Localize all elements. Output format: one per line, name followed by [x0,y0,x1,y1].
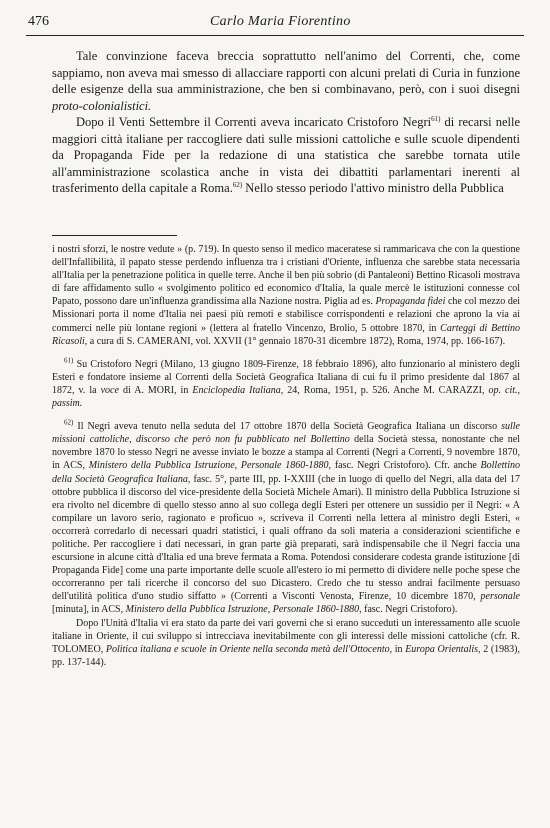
note-italic: Bollettino della Società Geografica Italiana, [52,460,520,485]
note-text: fasc. Negri Cristoforo). [364,604,458,616]
note-text: fasc. Negri Cristoforo). Cfr. anche [334,460,477,472]
paragraph-1-text: Tale convinzione faceva breccia soprattutto nell'animo del Correnti, che, come sappiamo, non aveva mai smesso di allacciare rapporti con alcuni prelati di Curia in funzione delle esigenze della sua amministrazione, che ben si combinavano, però, con i suoi disegni [52,49,520,96]
note-italic: sulle missioni cattoliche, discorso che però non fu pubblicato nel Bollettino [52,421,520,446]
paragraph-2-text-a: Dopo il Venti Settembre il Correnti aveva incaricato Cristoforo Negri [76,115,432,129]
footnote-ref-62: 62) [232,180,243,189]
note-text: di A. MORI, in [122,384,189,396]
note-text: in [394,643,403,655]
footnotes [52,243,520,669]
note-text: della Società stessa, nonostante che nel novembre 1870 lo stesso Negri ne avesse inviato le bozze a stampa al Correnti (Negri a Correnti, 9 novembre 1870, in ACS, [52,434,521,472]
note-italic: Enciclopedia Italiana, [192,384,284,396]
main-text [52,48,520,197]
note-italic: Ministero della Pubblica Istruzione, Personale 1860-1880, [125,604,362,616]
note-text: i nostri sforzi, le nostre vedute » (p. 719). In questo senso il medico maceratese si rammaricava che con la questione dell'Infallibilità, il papato stesse perdendo influenza tra i cristiani d'Oriente, influenza che sarebbe stata necessaria all'Italia per la penetrazione politica in quelle terre. Anche il ben più sobrio (di Pantaleoni) Bettino Ricasoli mostrava di fare affidamento sullo « svolgimento politico ed economico d'Italia, la quale mercè le istituzioni connesse col Papato, possono dare un'influenza grandissima alla Nazione nostra. Piglia ad es. [52,244,520,308]
note-text: Dopo l'Unità d'Italia vi era stato da parte dei vari governi che si erano succeduti un interessamento alle scuole italiane in Oriente, il cui sviluppo si intrecciava inevitabilmente con gli interessi delle missioni cattoliche (cfr. R. TOLOMEO, [52,617,520,655]
note-text: Il Negri aveva tenuto nella seduta del 17 ottobre 1870 della Società Geografica Italiana un discorso [77,421,498,433]
note-text: a cura di S. CAMERANI, vol. XXVII (1° gennaio 1870-31 dicembre 1872), Roma, 1974, pp. 166-167). [89,335,506,347]
note-italic: voce [100,384,119,396]
note-italic: Carteggi di Bettino Ricasoli, [52,322,521,347]
paragraph-2-text-c: Nello stesso periodo l'attivo ministro della Pubblica [245,181,504,195]
page-header [20,14,525,36]
paragraph-1 [52,48,520,114]
note-text: che col mezzo dei Missionari porta il nome d'Italia nei paesi più remoti e stabilisce corrispondenti e relazioni che aprono la via ai commerci nelle più lontane regioni » (lettera al fratello Vincenzo, Brolio, 5 ottobre 1870, in [52,296,521,334]
paragraph-1-italic: proto-colonialistici. [52,98,152,113]
note-italic: Europa Orientalis, [405,643,481,655]
note-text: 24, Roma, 1951, p. 526. Anche M. CARAZZI, [287,384,485,396]
running-head: Carlo Maria Fiorentino [210,14,351,29]
footnote-61 [52,358,520,410]
note-italic: Propaganda fidei [375,296,446,308]
note-text: [minuta], in ACS, [52,604,124,616]
footnote-62 [52,420,520,616]
footnote-ref-61: 61) [431,114,441,123]
footnote-continuation [52,243,520,348]
page-number: 476 [28,14,49,29]
note-text: fasc. 5°, parte III, pp. I-XXIII (che in luogo di quello del Negri, alla data del 17 ottobre pubblica il discorso del vice-presidente della Società Michele Amari). Il ministro della Pubblica Istruzione si era rivolto nel dicembre di quello stesso anno al suo collega degli Esteri per ottenere un sussidio per il Negri: « A compilare un lavoro serio, ragionato e proficuo », scriveva il Correnti nella lettera al ministro degli Esteri, « occorrerà corredarlo di necessari quadri statistici, i quali offrano da soli materia a considerazioni scientifiche e politiche. Per raccogliere i dati necessari, in gran parte già preparati, sarà indispensabile che il Negri faccia una escursione in alcune città d'Italia ed una breve fermata a Roma. Potendosi considerare codesta grande istituzione [di Propaganda Fide] come una parte importante delle scuole all'estero io mi permetto di dividere nelle poche spese che occorreranno per tali ricerche il concorso del suo Dicastero. Credo che tu stesso andrai facilmente persuaso dell'utilità politica d'uno studio siffatto » (Correnti a Visconti Venosta, Firenze, 10 dicembre 1870, [52,473,521,603]
header-rule [26,35,524,36]
note-text: 2 (1983), pp. 137-144). [52,643,521,668]
note-italic: personale [480,591,520,603]
note-italic: op. cit., passim. [52,384,521,410]
footnote-62-label: 62) [64,418,74,427]
footnote-rule [52,235,177,236]
footnote-61-label: 61) [64,356,74,365]
footnote-62-continued [52,617,520,669]
paragraph-2 [52,114,520,197]
note-italic: Politica italiana e scuole in Oriente nella seconda metà dell'Ottocento, [105,643,393,655]
paragraph-2-text-b: di recarsi nelle maggiori città italiane per raccogliere dati sulle missioni cattoliche e sulle scuole dipendenti da Propaganda Fide per la redazione di una statistica che sarebbe tornata utile all'amministrazione scolastica anche in vista dei dibattiti parlamentari inerenti al trasferimento della capitale a Roma. [52,115,521,195]
note-italic: Ministero della Pubblica Istruzione, Personale 1860-1880, [88,460,332,472]
note-text: Su Cristoforo Negri (Milano, 13 giugno 1809-Firenze, 18 febbraio 1896), alto funzionario al ministero degli Esteri e fondatore insieme al Correnti della Società Geografica Italiana di cui fu il primo presidente dal 1867 al 1872, v. la [52,358,521,396]
